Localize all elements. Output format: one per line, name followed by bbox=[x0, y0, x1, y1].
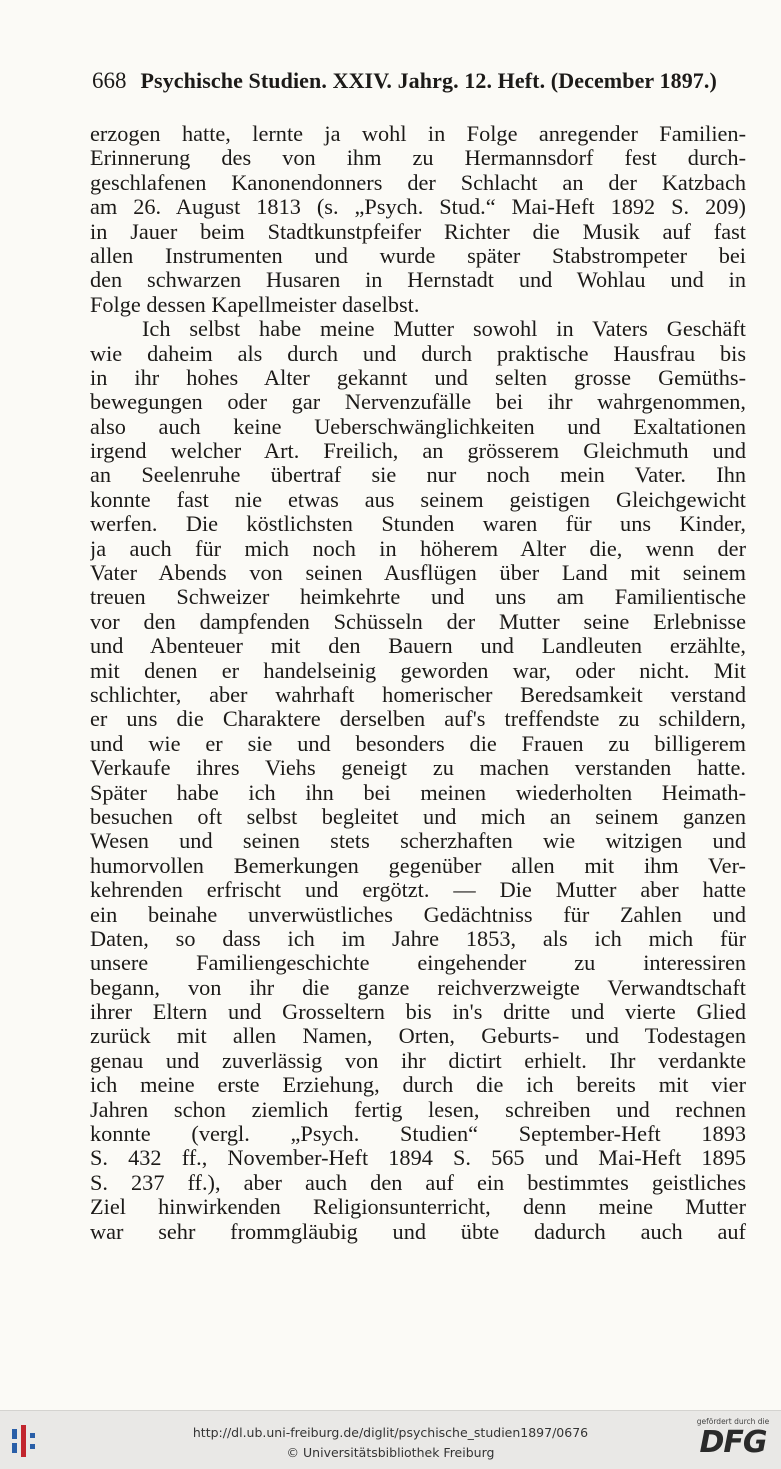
text-line: Ziel hinwirkenden Religionsunterricht, denn meine Mutter bbox=[90, 1195, 746, 1220]
text-line: Später habe ich ihn bei meinen wiederholten Heimath- bbox=[90, 780, 746, 805]
text-line: Folge dessen Kapellmeister daselbst. bbox=[90, 292, 420, 317]
text-line: in ihr hohes Alter gekannt und selten grosse Gemüths- bbox=[90, 365, 746, 390]
text-line: werfen. Die köstlichsten Stunden waren für uns Kinder, bbox=[90, 512, 746, 537]
text-line: Vater Abends von seinen Ausflügen über Land mit seinem bbox=[90, 561, 746, 586]
text-line: und Abenteuer mit den Bauern und Landleuten erzählte, bbox=[90, 634, 746, 659]
text-line: Wesen und seinen stets scherzhaften wie witzigen und bbox=[90, 829, 746, 854]
text-line: konnte fast nie etwas aus seinem geistigen Gleichgewicht bbox=[90, 487, 746, 512]
body-text bbox=[90, 122, 746, 1244]
text-line: Erinnerung des von ihm zu Hermannsdorf fest durch- bbox=[90, 146, 746, 171]
text-line: treuen Schweizer heimkehrte und uns am Familientische bbox=[90, 585, 746, 610]
dfg-funding-badge[interactable] bbox=[693, 1417, 773, 1465]
permalink-url[interactable]: http://dl.ub.uni-freiburg.de/diglit/psychische_studien1897/0676 bbox=[192, 1425, 589, 1440]
text-line: er uns die Charaktere derselben auf's treffendste zu schildern, bbox=[90, 707, 746, 732]
text-line: zurück mit allen Namen, Orten, Geburts- und Todestagen bbox=[90, 1024, 746, 1049]
text-line: war sehr frommgläubig und übte dadurch auch auf bbox=[90, 1219, 746, 1244]
copyright-notice: © Universitätsbibliothek Freiburg bbox=[286, 1445, 495, 1460]
text-line: Daten, so dass ich im Jahre 1853, als ich mich für bbox=[90, 926, 746, 951]
text-line: begann, von ihr die ganze reichverzweigte Verwandtschaft bbox=[90, 975, 746, 1000]
text-line: humorvollen Bemerkungen gegenüber allen mit ihm Ver- bbox=[90, 853, 746, 878]
text-line: Ich selbst habe meine Mutter sowohl in Vaters Geschäft bbox=[142, 317, 746, 342]
text-line: an Seelenruhe übertraf sie nur noch mein Vater. Ihn bbox=[90, 463, 746, 488]
text-line: ja auch für mich noch in höherem Alter die, wenn der bbox=[90, 536, 746, 561]
text-line: mit denen er handelseinig geworden war, oder nicht. Mit bbox=[90, 658, 746, 683]
dfg-caption: gefördert durch die bbox=[696, 1417, 770, 1426]
running-header bbox=[92, 68, 748, 98]
text-line: S. 432 ff., November-Heft 1894 S. 565 und Mai-Heft 1895 bbox=[90, 1146, 746, 1171]
text-line: den schwarzen Husaren in Hernstadt und Wohlau und in bbox=[90, 268, 746, 293]
text-line: Verkaufe ihres Viehs geneigt zu machen verstanden hatte. bbox=[90, 756, 746, 781]
text-line: genau und zuverlässig von ihr dictirt erhielt. Ihr verdankte bbox=[90, 1048, 746, 1073]
text-line: ihrer Eltern und Grosseltern bis in's dritte und vierte Glied bbox=[90, 1000, 746, 1025]
dfg-logo-icon: DFG bbox=[699, 1425, 767, 1460]
text-line: also auch keine Ueberschwänglichkeiten und Exaltationen bbox=[90, 414, 746, 439]
text-line: ein beinahe unverwüstliches Gedächtniss für Zahlen und bbox=[90, 902, 746, 927]
text-line: Jahren schon ziemlich fertig lesen, schreiben und rechnen bbox=[90, 1097, 746, 1122]
text-line: erzogen hatte, lernte ja wohl in Folge anregender Familien- bbox=[90, 122, 746, 146]
text-line: schlichter, aber wahrhaft homerischer Beredsamkeit verstand bbox=[90, 682, 746, 707]
running-title: Psychische Studien. XXIV. Jahrg. 12. Heft. (December 1897.) bbox=[140, 68, 717, 93]
text-line: allen Instrumenten und wurde später Stabstrompeter bei bbox=[90, 243, 746, 268]
text-line: und wie er sie und besonders die Frauen zu billigerem bbox=[90, 731, 746, 756]
page-number: 668 bbox=[92, 68, 127, 93]
text-line: konnte (vergl. „Psych. Studien“ September-Heft 1893 bbox=[90, 1122, 746, 1147]
text-line: vor den dampfenden Schüsseln der Mutter seine Erlebnisse bbox=[90, 609, 746, 634]
text-line: ich meine erste Erziehung, durch die ich bereits mit vier bbox=[90, 1073, 746, 1098]
text-line: bewegungen oder gar Nervenzufälle bei ihr wahrgenommen, bbox=[90, 390, 746, 415]
text-line: unsere Familiengeschichte eingehender zu interessiren bbox=[90, 951, 746, 976]
text-line: wie daheim als durch und durch praktische Hausfrau bis bbox=[90, 341, 746, 366]
text-line: am 26. August 1813 (s. „Psych. Stud.“ Mai-Heft 1892 S. 209) bbox=[90, 195, 746, 220]
text-line: besuchen oft selbst begleitet und mich an seinem ganzen bbox=[90, 804, 746, 829]
text-line: irgend welcher Art. Freilich, an grösserem Gleichmuth und bbox=[90, 439, 746, 464]
text-line: geschlafenen Kanonendonners der Schlacht an der Katzbach bbox=[90, 170, 746, 195]
text-line: S. 237 ff.), aber auch den auf ein bestimmtes geistliches bbox=[90, 1170, 746, 1195]
text-line: in Jauer beim Stadtkunstpfeifer Richter die Musik auf fast bbox=[90, 219, 746, 244]
text-line: kehrenden erfrischt und ergötzt. — Die Mutter aber hatte bbox=[90, 878, 746, 903]
viewer-footer bbox=[0, 1410, 781, 1469]
